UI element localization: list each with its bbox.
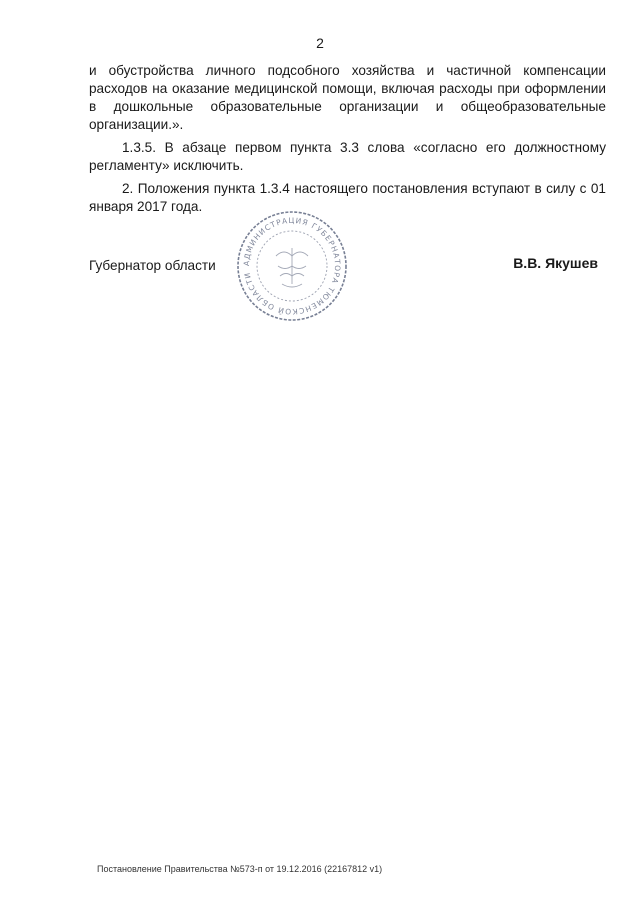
document-footer: Постановление Правительства №573-п от 19.12.2016 (22167812 v1) xyxy=(97,864,383,874)
seal-emblem xyxy=(276,248,308,287)
paragraph-continuation xyxy=(89,62,606,134)
signatory-name: В.В. Якушев xyxy=(513,255,598,271)
document-body xyxy=(89,62,606,216)
official-seal xyxy=(236,210,348,322)
paragraph-2-text: 2. Положения пункта 1.3.4 настоящего постановления вступают в силу с 01 января 2017 года. xyxy=(89,181,606,214)
paragraph-1-3-5 xyxy=(89,139,606,175)
paragraph-1-3-5-text: 1.3.5. В абзаце первом пункта 3.3 слова «согласно его должностному регламенту» исключить. xyxy=(89,140,606,173)
page-number: 2 xyxy=(316,35,324,51)
paragraph-continuation-text: и обустройства личного подсобного хозяйства и частичной компенсации расходов на оказание медицинской помощи, включая расходы при оформлении в дошкольные образовательные организации и общеобразовательные организации.». xyxy=(89,63,606,132)
seal-ring-text: АДМИНИСТРАЦИЯ ГУБЕРНАТОРА ТЮМЕНСКОЙ ОБЛАСТИ xyxy=(241,215,343,317)
signatory-title: Губернатор области xyxy=(89,258,216,273)
